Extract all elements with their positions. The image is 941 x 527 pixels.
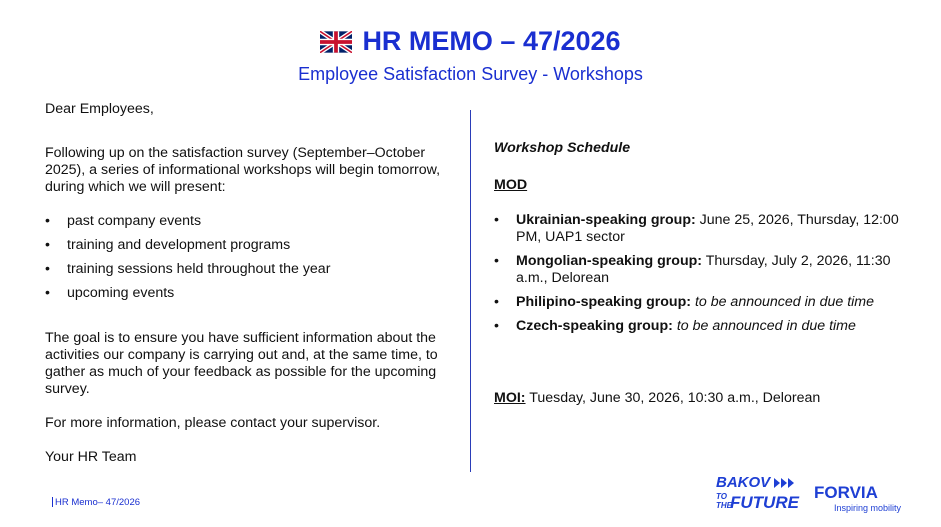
- footer-bar: [52, 497, 53, 507]
- moi-detail: Tuesday, June 30, 2026, 10:30 a.m., Delorean: [525, 390, 821, 406]
- topics-list: [45, 213, 465, 302]
- bakov-logo-line2: TO: [716, 492, 727, 501]
- moi-line: [494, 390, 820, 406]
- uk-flag-icon: [320, 31, 352, 53]
- list-item: [494, 318, 924, 335]
- group-name: Ukrainian-speaking group:: [516, 212, 696, 228]
- list-item: • training and development programs: [45, 237, 465, 254]
- arrows-icon: [774, 478, 794, 488]
- memo-title-wrap: [320, 26, 620, 57]
- group-detail: to be announced in due time: [694, 294, 874, 310]
- signature: Your HR Team: [45, 449, 137, 465]
- contact-paragraph: For more information, please contact your supervisor.: [45, 415, 381, 431]
- left-column: [45, 101, 465, 466]
- list-item: [494, 212, 924, 246]
- mod-label: MOD: [494, 177, 528, 193]
- memo-header: [0, 26, 941, 58]
- moi-label: MOI:: [494, 390, 526, 406]
- bakov-logo-line4: FUTURE: [730, 493, 799, 512]
- group-detail: to be announced in due time: [676, 318, 856, 334]
- group-name: Czech-speaking group:: [516, 318, 673, 334]
- bakov-logo-line1: BAKOV: [716, 474, 771, 491]
- list-item: • training sessions held throughout the year: [45, 261, 465, 278]
- list-item: [494, 253, 924, 287]
- groups-list: [494, 212, 924, 335]
- intro-paragraph: Following up on the satisfaction survey (September–October 2025), a series of informational workshops will begin tomorrow, during which we will present:: [45, 145, 441, 195]
- group-name: Mongolian-speaking group:: [516, 253, 703, 269]
- group-detail: June 25, 2026, Thursday, 12:00 PM, UAP1 sector: [516, 212, 899, 245]
- group-detail: Thursday, July 2, 2026, 11:30 a.m., Delorean: [516, 253, 891, 286]
- bakov-logo: [714, 472, 806, 520]
- forvia-logo: [814, 482, 914, 516]
- list-item: • past company events: [45, 213, 465, 230]
- memo-subtitle: Employee Satisfaction Survey - Workshops: [298, 64, 643, 84]
- column-divider: [470, 110, 471, 472]
- right-column: [494, 140, 924, 342]
- memo-title: HR MEMO – 47/2026: [362, 26, 621, 56]
- greeting: Dear Employees,: [45, 101, 154, 117]
- bakov-logo-line3: THE: [716, 501, 732, 510]
- goal-paragraph: The goal is to ensure you have sufficient information about the activities our company is carrying out and, at the same time, to gather as much of your feedback as possible for the upcoming survey.: [45, 330, 438, 397]
- footer-text: HR Memo– 47/2026: [55, 497, 141, 508]
- group-name: Philipino-speaking group:: [516, 294, 691, 310]
- forvia-logo-name: FORVIA: [814, 483, 878, 502]
- forvia-logo-tagline: Inspiring mobility: [834, 503, 902, 513]
- list-item: • upcoming events: [45, 285, 465, 302]
- list-item: [494, 294, 924, 311]
- footer: [52, 497, 140, 508]
- schedule-title: Workshop Schedule: [494, 140, 631, 156]
